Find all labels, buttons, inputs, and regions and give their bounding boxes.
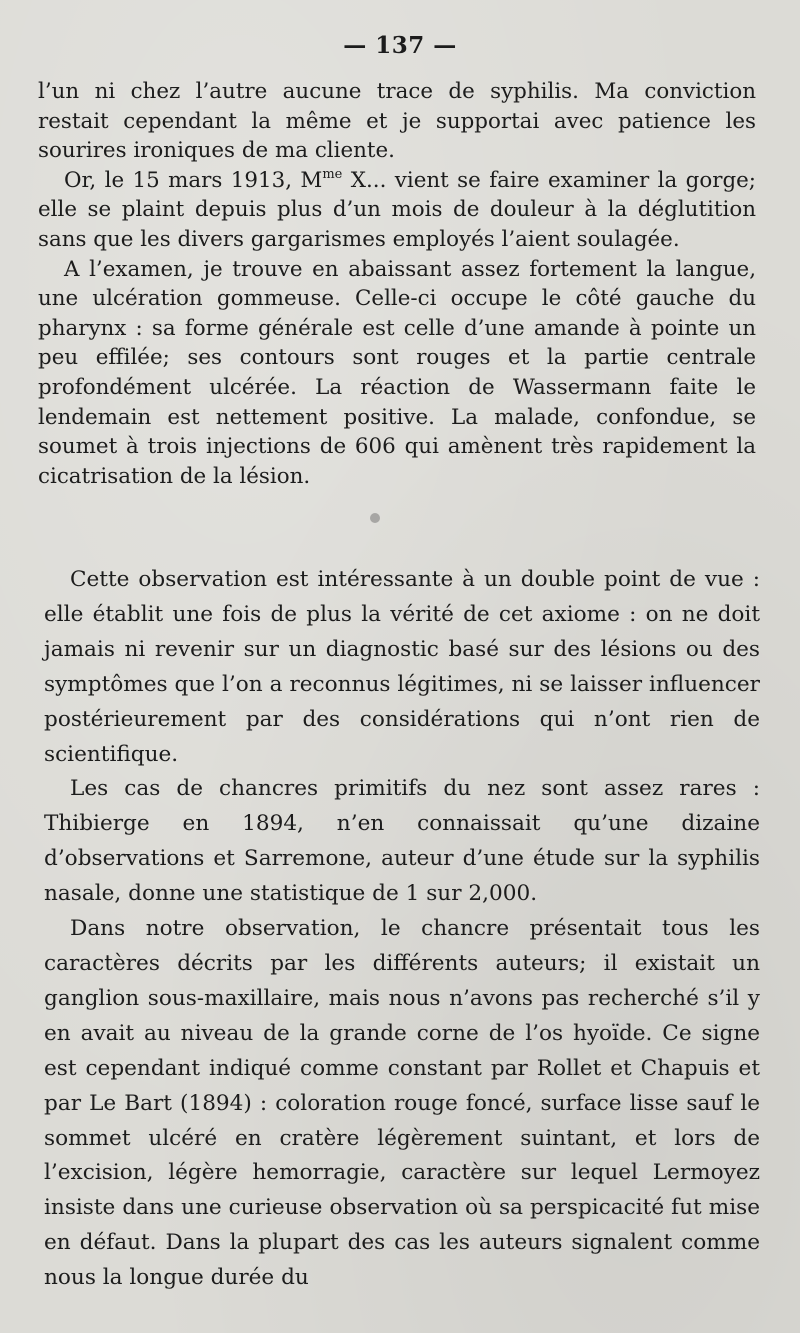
text-span: X... vient se faire examiner la gorge; elle se plaint depuis plus d’un mois de douleur à la déglutition sans que les divers gargarismes employés l’aient soulagée.	[38, 167, 757, 252]
text-block-discussion	[44, 563, 760, 1296]
text-span: Or, le 15 mars 1913, M	[64, 167, 323, 193]
text-block-observation	[38, 77, 756, 491]
paragraph	[38, 166, 756, 255]
paragraph: A l’examen, je trouve en abaissant assez fortement la langue, une ulcération gommeuse. Celle-ci occupe le côté gauche du pharynx : sa forme générale est celle d’une amande à pointe un peu effilée; ses contours sont rouges et la partie centrale profondément ulcérée. La réaction de Wassermann faite le lendemain est nettement positive. La malade, confondue, se soumet à trois injections de 606 qui amènent très rapidement la cicatrisation de la lésion.	[38, 256, 756, 489]
paragraph: Dans notre observation, le chancre présentait tous les caractères décrits par les différents auteurs; il existait un ganglion sous-maxillaire, mais nous n’avons pas recherché s’il y en avait au niveau de la grande corne de l’os hyoïde. Ce signe est cependant indiqué comme constant par Rollet et Chapuis et par Le Bart (1894) : coloration rouge foncé, surface lisse sauf le sommet ulcéré en cratère légèrement suintant, et lors de l’excision, légère hemorragie, caractère sur lequel Lermoyez insiste dans une curieuse observation où sa perspicacité fut mise en défaut. Dans la plupart des cas les auteurs signalent comme nous la longue durée du	[44, 916, 760, 1291]
ink-spot	[370, 513, 380, 523]
paragraph: l’un ni chez l’autre aucune trace de syphilis. Ma conviction restait cependant la même et je supportai avec patience les sourires ironiques de ma cliente.	[38, 79, 756, 164]
page-number: — 137 —	[343, 32, 457, 59]
paragraph: Cette observation est intéressante à un double point de vue : elle établit une fois de plus la vérité de cet axiome : on ne doit jamais ni revenir sur un diagnostic basé sur des lésions ou des symptômes que l’on a reconnus légitimes, ni se laisser influencer postérieurement par des considérations qui n’ont rien de scientifique.	[44, 567, 760, 767]
superscript: me	[322, 166, 343, 182]
paragraph: Les cas de chancres primitifs du nez sont assez rares : Thibierge en 1894, n’en connaissait qu’une dizaine d’observations et Sarremone, auteur d’une étude sur la syphilis nasale, donne une statistique de 1 sur 2,000.	[44, 776, 760, 907]
